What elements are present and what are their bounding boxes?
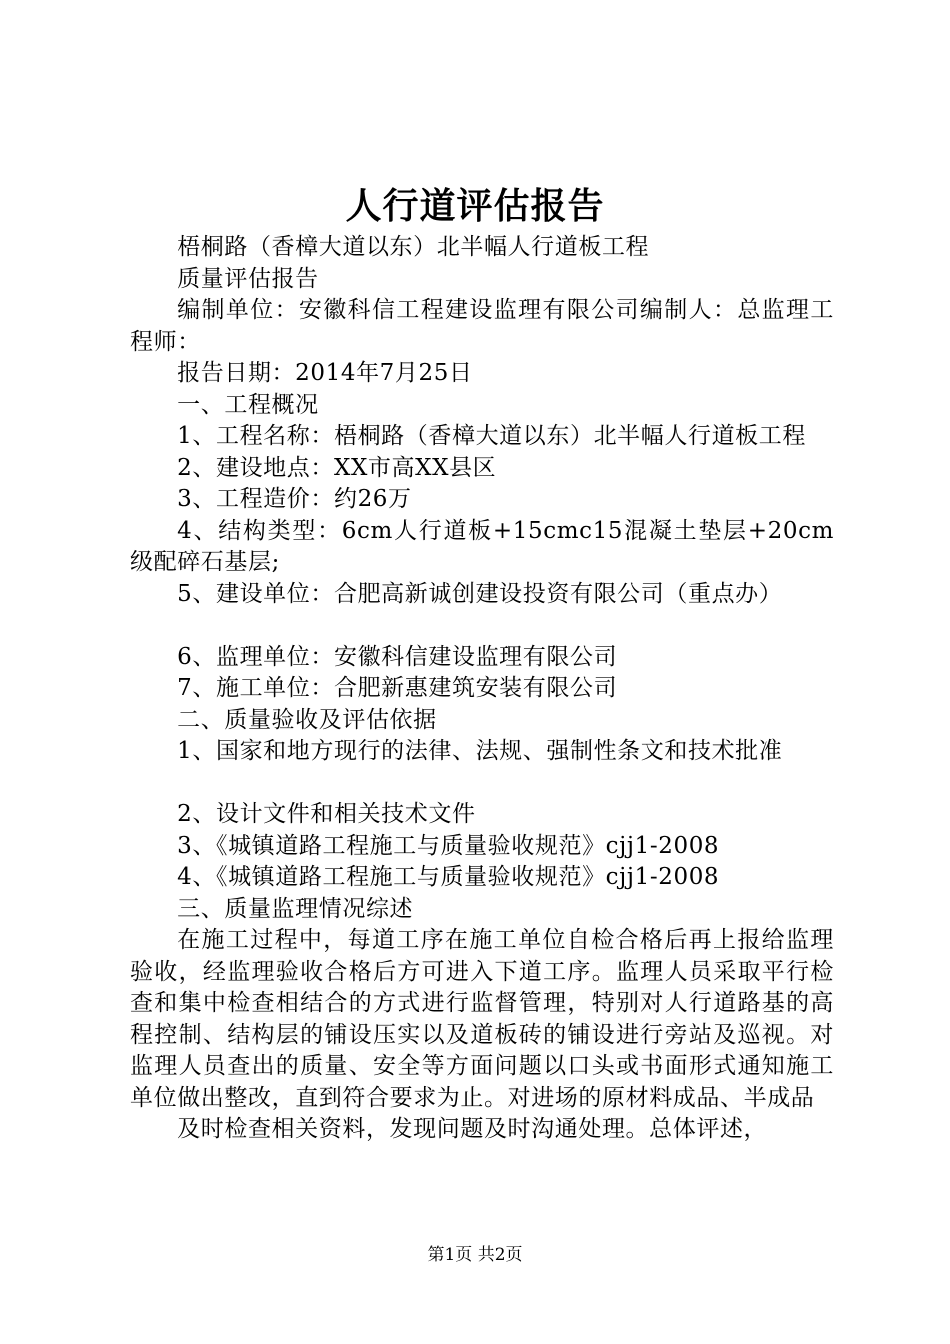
list-item-contractor: 7、施工单位：合肥新惠建筑安装有限公司: [177, 675, 618, 701]
list-item-laws: 1、国家和地方现行的法律、法规、强制性条文和技术批准: [177, 738, 783, 764]
paragraph-report-date: 报告日期：2014年7月25日: [177, 360, 473, 386]
paragraph-project-name: 梧桐路（香樟大道以东）北半幅人行道板工程: [177, 234, 650, 260]
list-item-owner: 5、建设单位：合肥高新诚创建设投资有限公司（重点办）: [177, 580, 783, 607]
list-item-structure: 4、结构类型：6cm人行道板+15cmc15混凝土垫层+20cm级配碎石基层;: [130, 517, 834, 575]
paragraph-summary-continued: 及时检查相关资料，发现问题及时沟通处理。总体评述，: [177, 1116, 768, 1142]
list-item-design-docs: 2、设计文件和相关技术文件: [177, 801, 476, 827]
paragraph-summary: 在施工过程中，每道工序在施工单位自检合格后再上报给监理验收，经监理验收合格后方可进入下道工序。监理人员采取平行检查和集中检查相结合的方式进行监督管理，特别对人行道路基的高程控制、结构层的铺设压实以及道板砖的铺设进行旁站及巡视。对监理人员查出的质量、安全等方面问题以口头或书面形式通知施工单位做出整改，直到符合要求为止。对进场的原材料成品、半成品: [130, 927, 834, 1111]
section-heading-basis: 二、质量验收及评估依据: [177, 706, 437, 733]
section-heading-summary: 三、质量监理情况综述: [177, 895, 414, 922]
list-item-standard-2: 4、《城镇道路工程施工与质量验收规范》cjj1-2008: [177, 864, 720, 890]
list-item-cost: 3、工程造价：约26万: [177, 486, 412, 512]
list-item-project-name: 1、工程名称：梧桐路（香樟大道以东）北半幅人行道板工程: [177, 423, 806, 449]
paragraph-report-type: 质量评估报告: [177, 265, 319, 292]
list-item-location: 2、建设地点：XX市高XX县区: [177, 454, 497, 481]
document-title: 人行道评估报告: [345, 186, 605, 227]
document-body: [130, 232, 834, 1146]
section-heading-overview: 一、工程概况: [177, 391, 319, 418]
list-item-supervisor: 6、监理单位：安徽科信建设监理有限公司: [177, 643, 618, 670]
list-item-standard-1: 3、《城镇道路工程施工与质量验收规范》cjj1-2008: [177, 832, 720, 859]
page-footer: 第1页 共2页: [427, 1245, 523, 1265]
paragraph-compiler: 编制单位：安徽科信工程建设监理有限公司编制人：总监理工程师：: [130, 297, 834, 355]
